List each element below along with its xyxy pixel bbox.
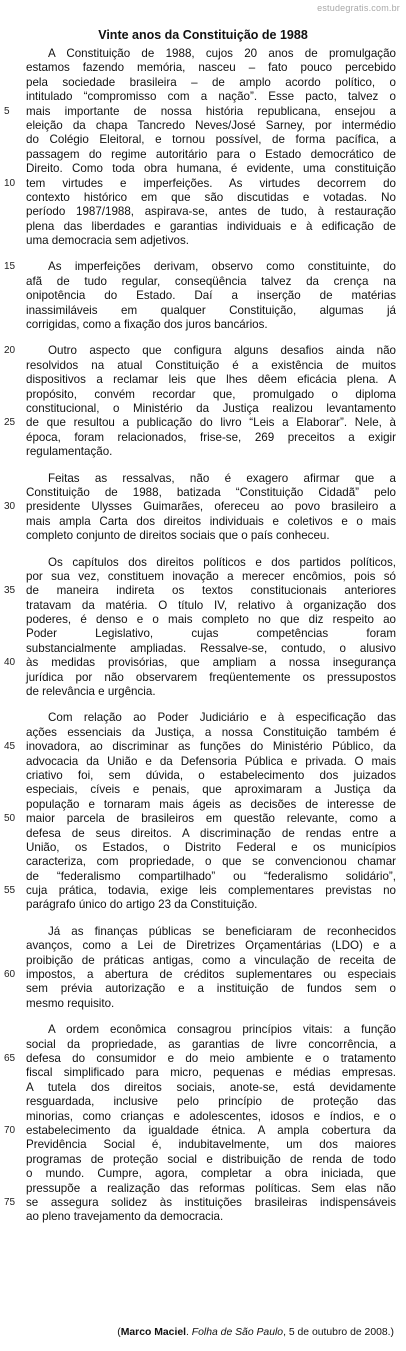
text-line <box>4 1052 396 1066</box>
text-line: Já as finanças públicas se beneficiaram de reconhecidos <box>48 924 396 938</box>
text-line: do Colégio Eleitoral, e tornou possível, de forma pacífica, a <box>26 133 396 147</box>
text-line <box>4 584 396 598</box>
text-line: Previdência Social é, indubitavelmente, um dos maiores <box>26 1138 396 1152</box>
text-line: passagem do regime autoritário para o Estado democrático de <box>26 147 396 161</box>
text-line: ações essenciais da Justiça, a nossa Constituição também é <box>26 725 396 739</box>
text-line: plena das liberdades e garantias individuais e à edificação de <box>26 219 396 233</box>
text-line: corrigidas, como a fixação dos juros bancários. <box>26 318 268 332</box>
text-line: A ordem econômica consagrou princípios vitais: a função <box>48 1023 396 1037</box>
text-line: resguardada, inclusive pelo princípio de proteção das <box>26 1095 396 1109</box>
citation-author: Marco Maciel <box>120 1327 187 1338</box>
text-line: pela sociedade brasileira – de amplo acordo político, o <box>26 75 396 89</box>
line-number: 75 <box>4 1196 16 1208</box>
text-line <box>4 1123 396 1138</box>
text-line: Constituição de 1988, batizada “Constituição Cidadã” pelo <box>26 485 396 499</box>
text-line <box>4 344 396 358</box>
text-line <box>4 104 396 119</box>
text-line: avanços, como a Lei de Diretrizes Orçamentárias (LDO) e a <box>26 939 396 953</box>
text-line: completo conjunto de direitos sociais que o país conheceu. <box>26 529 330 543</box>
text-line <box>4 260 396 274</box>
text-line: regulamentação. <box>26 445 113 459</box>
text-line: fiscal simplificado para micro, pequenas e médias empresas. <box>26 1066 396 1080</box>
text-line: social da propriedade, as garantias de livre concorrência, a <box>26 1037 396 1051</box>
text-line-content: defesa do consumidor e do meio ambiente e o tratamento <box>26 1052 396 1065</box>
text-line <box>4 416 396 430</box>
text-line-content: maior parcela de brasileiros em questão relevante, como a <box>26 812 396 826</box>
text-line-content: estabelecimento da igualdade étnica. A ampla cobertura da <box>26 1123 396 1137</box>
text-line: de relevância e urgência. <box>26 685 156 699</box>
text-line <box>4 1195 396 1210</box>
citation-date: , 5 de outubro de 2008.) <box>283 1327 394 1338</box>
text-line: população e tornaram mais ágeis as decisões de interesse de <box>26 797 396 811</box>
citation <box>117 1327 394 1338</box>
line-number: 10 <box>4 177 16 189</box>
text-line: propósito, convém recordar que, promulgado o diploma <box>26 387 396 401</box>
line-number: 60 <box>4 969 16 981</box>
text-line-content: inovadora, ao discriminar as funções do Ministério Público, da <box>26 740 396 754</box>
text-line: mesmo requisito. <box>26 996 115 1010</box>
text-line: Os capítulos dos direitos políticos e dos partidos políticos, <box>48 555 396 569</box>
text-line-content: presidente Ulysses Guimarães, ofereceu ao povo brasileiro a <box>26 500 396 514</box>
line-number: 5 <box>4 105 10 117</box>
text-line: poderes, é denso e o mais completo no que diz respeito ao <box>26 613 396 627</box>
text-line: época, foram relacionados, frise-se, 269 preceitos a exigir <box>26 430 396 444</box>
text-line: parágrafo único do artigo 23 da Constituição. <box>26 898 258 912</box>
text-line: uma democracia sem adjetivos. <box>26 234 190 248</box>
line-number: 55 <box>4 885 16 897</box>
text-line: resolvidos na atual Constituição é a existência de muitos <box>26 358 396 372</box>
text-line: A tutela dos direitos sociais, anote-se, está devidamente <box>26 1080 396 1094</box>
text-line: caracteriza, com propriedade, o que se convencionou chamar <box>26 855 396 869</box>
text-line-content: às medidas provisórias, que ampliam a nossa insegurança <box>26 656 396 670</box>
text-line-content: se assegura solidez às instituições brasileiras indispensáveis <box>26 1195 396 1209</box>
line-number: 45 <box>4 741 16 753</box>
line-number: 35 <box>4 585 16 597</box>
text-line <box>4 740 396 754</box>
citation-separator: . <box>186 1327 192 1338</box>
citation-open: ( <box>117 1327 121 1338</box>
text-line: criativo foi, sem dúvida, o estabelecimento dos juizados <box>26 768 396 782</box>
line-number: 70 <box>4 1124 16 1136</box>
text-line: afã de tudo regular, conseqüência talvez da crença na <box>26 274 396 288</box>
text-line: defesa de seus direitos. A discriminação de rendas entre a <box>26 826 396 840</box>
text-line: de “federalismo compartilhado” ou “federalismo solidário”, <box>26 869 396 883</box>
text-line: Com relação ao Poder Judiciário e à especificação das <box>48 711 396 725</box>
text-line: pressupõe a realização das reformas políticas. Sem elas não <box>26 1181 396 1195</box>
text-line: especiais, cíveis e penais, que aproximaram a Justiça da <box>26 783 396 797</box>
citation-source: Folha de São Paulo <box>191 1327 284 1338</box>
text-line-content: As imperfeições derivam, observo como constituinte, do <box>48 260 396 274</box>
text-line: sem prévia autorização e a instituição de fundos sem o <box>26 982 396 996</box>
text-line <box>4 884 396 898</box>
text-line: jurídica por não observarem freqüentemente os pressupostos <box>26 670 396 684</box>
line-number: 30 <box>4 501 16 513</box>
text-line: estamos fazendo memória, nasceu – fato pouco percebido <box>26 61 396 75</box>
text-line: por sua vez, constituem inovação a merecer encômios, pois só <box>26 569 396 583</box>
line-number: 15 <box>4 261 16 273</box>
text-line: onipotência do Estado. Daí a inserção de matérias <box>26 289 396 303</box>
text-line: inassimiláveis em qualquer Constituição, algumas já <box>26 303 396 317</box>
text-line: eleição da chapa Tancredo Neves/José Sarney, por intermédio <box>26 118 396 132</box>
text-line-content: mais importante de nossa história republicana, ensejou a <box>26 104 396 118</box>
text-line: constitucional, o Ministério da Justiça realizou levantamento <box>26 401 396 415</box>
article-title: Vinte anos da Constituição de 1988 <box>98 28 308 42</box>
text-line: tratavam da matéria. O título IV, relativo à organização dos <box>26 598 396 612</box>
text-line: contexto histórico em que são discutidas e votadas. No <box>26 190 396 204</box>
text-line: A Constituição de 1988, cujos 20 anos de promulgação <box>48 47 396 60</box>
text-line: minorias, como crianças e adolescentes, idosos e índios, e o <box>26 1109 396 1123</box>
text-line-content: cuja prática, todavia, exige leis complementares previstas no <box>26 884 396 898</box>
text-line-content: impostos, a abertura de créditos suplementares ou especiais <box>26 968 396 982</box>
text-line: intitulado “compromisso com a nação”. Esse pacto, talvez o <box>26 90 396 104</box>
text-line-content: Outro aspecto que configura alguns desafios ainda não <box>48 344 396 358</box>
text-line: mais ampla Carta dos direitos individuais e coletivos e o mais <box>26 514 396 528</box>
watermark: estudegratis.com.br <box>317 3 400 13</box>
text-line <box>4 656 396 670</box>
article-body <box>4 47 396 1225</box>
text-line: o mundo. Cumpre, agora, completar a obra iniciada, que <box>26 1167 396 1181</box>
line-number: 50 <box>4 813 16 825</box>
text-line: União, os Estados, o Distrito Federal e os municípios <box>26 840 396 854</box>
text-line <box>4 968 396 982</box>
text-line-content: de que resultou a publicação do livro “Leis a Elaborar”. Nele, à <box>26 416 396 430</box>
text-line: advocacia da União e da Defensoria Pública e privada. O mais <box>26 754 396 768</box>
text-line <box>4 500 396 514</box>
text-line <box>4 176 396 191</box>
line-number: 20 <box>4 345 16 357</box>
text-line: Direito. Como toda obra humana, é evidente, uma constituição <box>26 162 396 176</box>
text-line-content: de maneira indireta os textos constitucionais anteriores <box>26 584 396 598</box>
text-line: dispositivos a reclamar leis que lhes dêem eficácia plena. A <box>26 373 396 387</box>
line-number: 65 <box>4 1053 16 1064</box>
line-number: 40 <box>4 657 16 669</box>
text-line: ao pleno travejamento da democracia. <box>26 1210 224 1224</box>
text-line-content: tem virtudes e imperfeições. As virtudes decorrem do <box>26 176 396 190</box>
line-number: 25 <box>4 417 16 429</box>
text-line: período 1987/1988, aspirava-se, antes de tudo, à restauração <box>26 205 396 219</box>
text-line: Poder Legislativo, cujas competências foram <box>26 627 396 641</box>
text-line <box>4 812 396 826</box>
text-line: proibição de práticas antigas, como a vinculação de receita de <box>26 953 396 967</box>
text-line: Feitas as ressalvas, não é exagero afirmar que a <box>48 471 396 485</box>
text-line: substancialmente ampliadas. Ressalve-se, contudo, o alusivo <box>26 641 396 655</box>
text-line: programas de proteção social e distribuição de renda de todo <box>26 1152 396 1166</box>
